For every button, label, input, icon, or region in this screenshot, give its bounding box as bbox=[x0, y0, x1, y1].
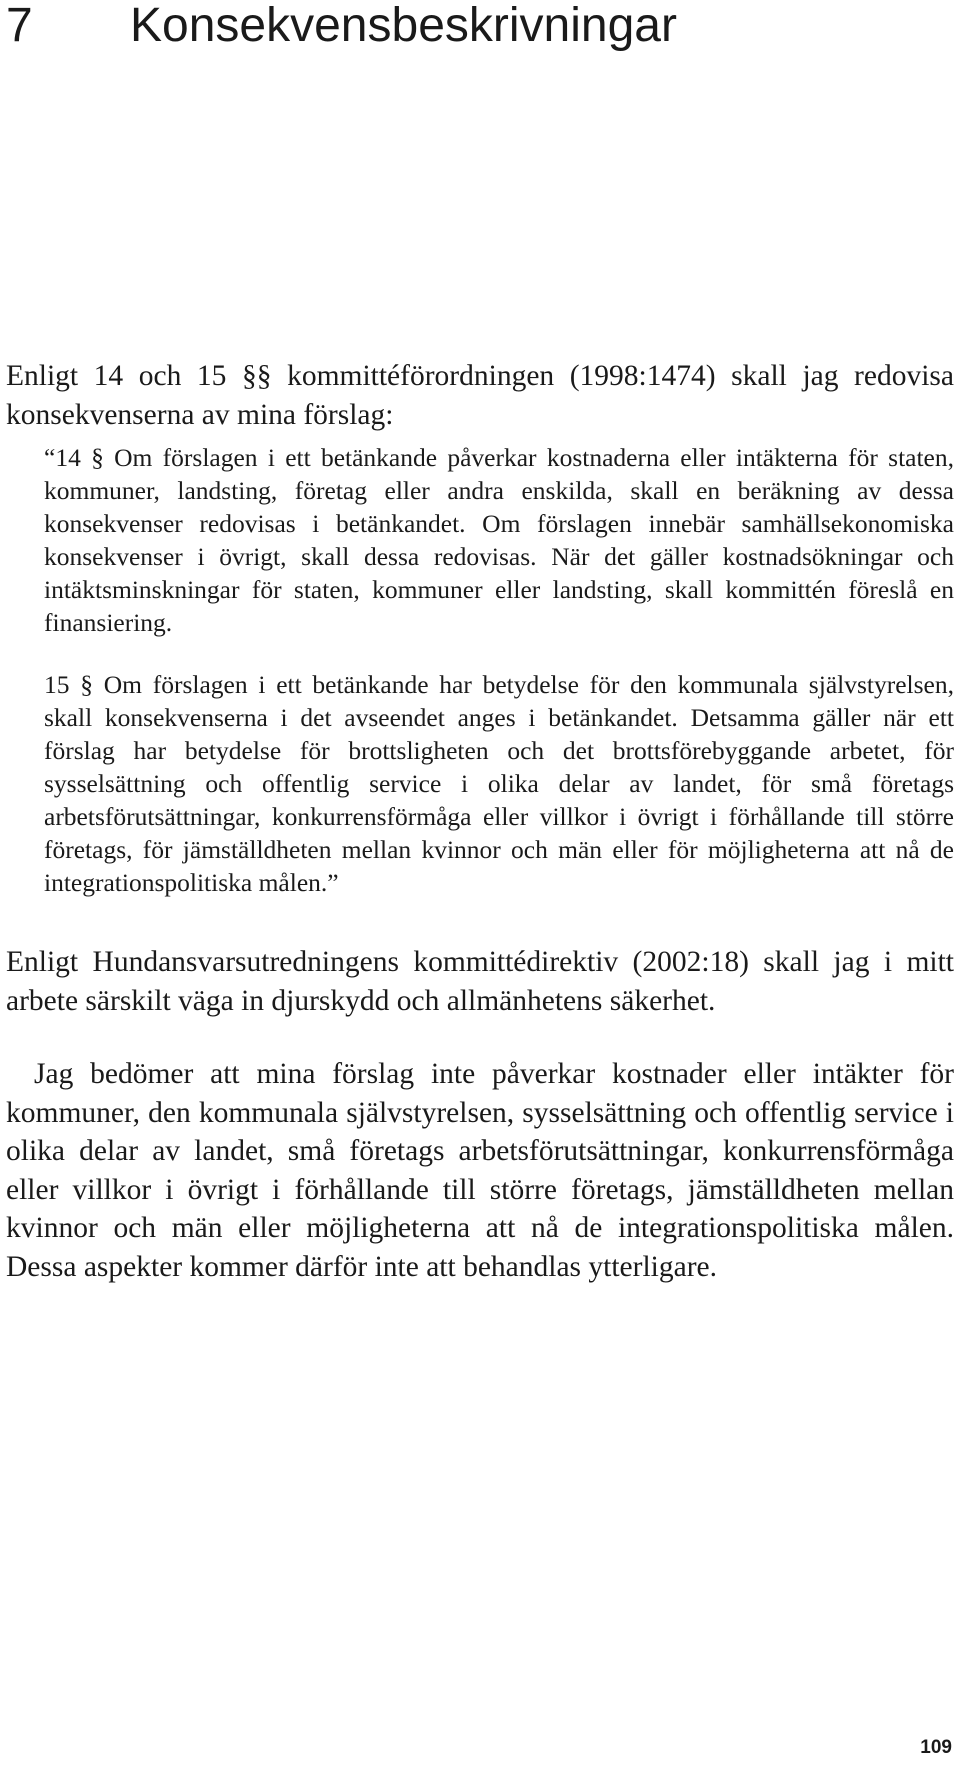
quote-section-15: 15 § Om förslagen i ett betänkande har betydelse för den kommunala självstyrelsen, skall konsekvenserna i det avseendet anges i betänkandet. Detsamma gäller när ett förslag har betydelse för brottsligheten och det brottsförebyggande arbetet, för sysselsättning och offentlig service i olika delar av landet, för små företags arbetsförutsättningar, konkurrensförmåga eller villkor i övrigt i förhållande till större företags, för jämställdheten mellan kvinnor och män eller för möjligheterna att nå de integrationspolitiska målen.” bbox=[44, 670, 954, 897]
chapter-heading bbox=[6, 0, 677, 52]
chapter-title: Konsekvensbeskrivningar bbox=[130, 0, 677, 52]
directive-paragraph: Enligt Hundansvarsutredningens kommittédirektiv (2002:18) skall jag i mitt arbete särskilt väga in djurskydd och allmänhetens säkerhet. bbox=[6, 946, 954, 1017]
page-number: 109 bbox=[920, 1737, 952, 1758]
chapter-number: 7 bbox=[6, 0, 33, 52]
assessment-paragraph: Jag bedömer att mina förslag inte påverkar kostnader eller intäkter för kommuner, den kommunala självstyrelsen, sysselsättning och offentlig service i olika delar av landet, små företags arbetsförutsättningar, konkurrensförmåga eller villkor i övrigt i förhållande till större företags, jämställdheten mellan kvinnor och män eller möjligheterna att nå de integrationspolitiska målen. Dessa aspekter kommer därför inte att behandlas ytterligare. bbox=[6, 1058, 954, 1283]
intro-paragraph: Enligt 14 och 15 §§ kommittéförordningen (1998:1474) skall jag redovisa konsekvenserna av mina förslag: bbox=[6, 360, 954, 431]
quote-section-14: “14 § Om förslagen i ett betänkande påverkar kostnaderna eller intäkterna för staten, kommuner, landsting, företag eller andra enskilda, skall en beräkning av dessa konsekvenser redovisas i betänkandet. Om förslagen innebär samhällsekonomiska konsekvenser i övrigt, skall dessa redovisas. När det gäller kostnadsökningar och intäktsminskningar för staten, kommuner eller landsting, skall kommittén föreslå en finansiering. bbox=[44, 443, 954, 637]
